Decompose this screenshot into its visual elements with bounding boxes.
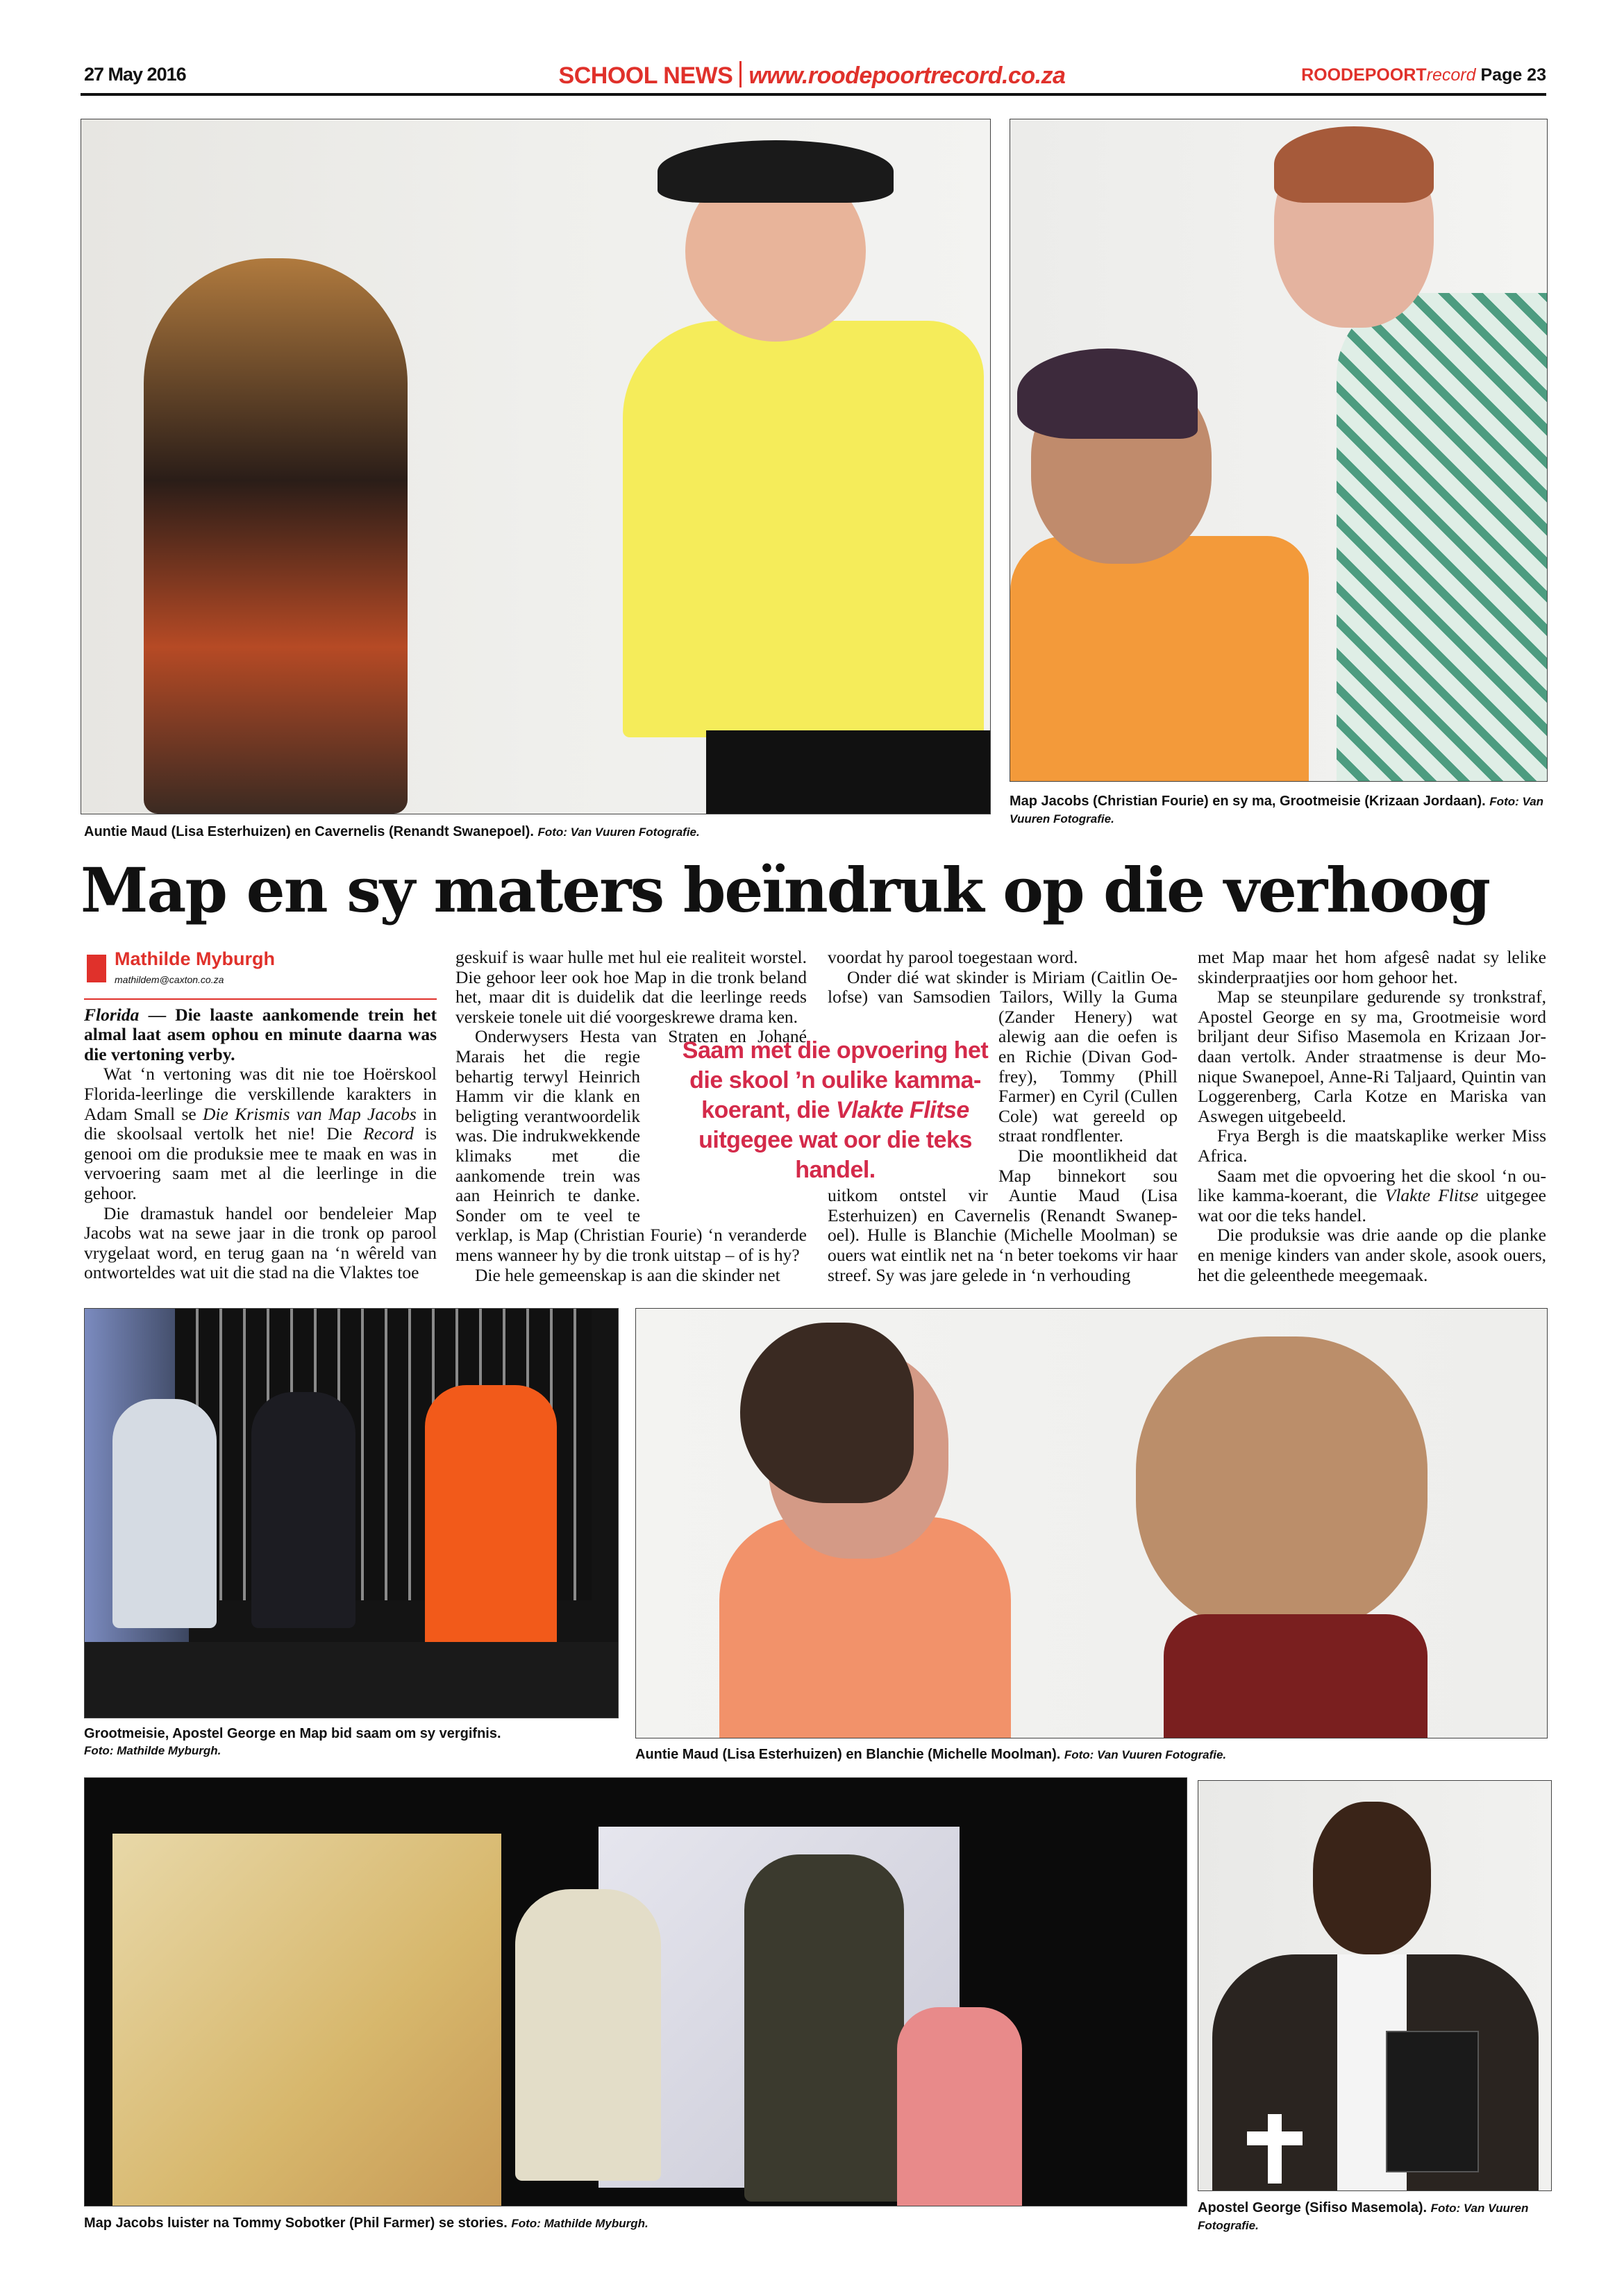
article-paragraph: [1198, 1126, 1546, 1166]
photo-apostel-george: [1198, 1780, 1552, 2191]
article-paragraph: [84, 1204, 437, 1283]
paragraph-text: in die skoolsaal vertolk het nie! Die: [84, 1103, 437, 1144]
article-paragraph: [455, 1266, 807, 1286]
article-paragraph: [84, 1005, 437, 1065]
paragraph-text: Vlakte Flitse: [1384, 1185, 1479, 1206]
paragraph-text: — Die laaste aankomende trein het almal laat asem ophou en minute daarna was die vertoning verby.: [84, 1004, 437, 1064]
article-paragraph: [455, 948, 807, 1027]
pull-quote-italic: Vlakte Flitse: [835, 1097, 969, 1123]
brand-name: ROODEPOORT: [1301, 65, 1427, 85]
brand-record: record: [1426, 65, 1476, 85]
paragraph-text: geskuif is waar hulle met hul eie realiteit worstel. Die gehoor leer ook hoe Map in die tronk beland het, maar dit is duidelik dat die leerlinge reeds verskeie tonele uit dié voorgeskrewe drama ken.: [455, 947, 807, 1027]
photo-credit: Foto: Van Vuuren Fotografie.: [537, 826, 700, 839]
paragraph-text: Map se steunpilare gedurende sy tronkstraf, Apostel George en sy ma, Grootmeisie word briljant deur Sifiso Masemola en Krizaan Jordaan vertolk. Ander straatmense is deur Monique Swanepoel, Anne-Ri Taljaard, Quintin van Loggerenberg, Carla Kotze en Mariska van Aswegen uitgebeeld.: [1198, 987, 1546, 1126]
paragraph-text: Die moontlikheid dat Map binnekort sou uitkom ontstel vir Auntie Maud (Lisa Esterhuizen) en Cavernelis (Renandt Swanepoel). Hulle is Blanchie (Michelle Moolman) se ouers wat eintlik net na ‘n beter toekoms vir haar streef. Sy was jare gelede in ‘n verhouding: [828, 1145, 1178, 1285]
photo-credit: Foto: Mathilde Myburgh.: [84, 1744, 221, 1757]
byline: [84, 948, 437, 1000]
article-paragraph: [1198, 948, 1546, 987]
section-name: SCHOOL NEWS: [558, 62, 733, 89]
caption-text: Map Jacobs luister na Tommy Sobotker (Phil Farmer) se stories.: [84, 2215, 508, 2231]
paragraph-text: voordat hy parool toegestaan word.: [828, 947, 1078, 967]
paragraph-text: Saam met die opvoering het die skool ‘n oulike kamma-koerant, die: [1198, 1165, 1546, 1206]
paragraph-text: Die Krismis van Map Jacobs: [203, 1103, 417, 1124]
photo-auntie-maud-cavernelis: [81, 119, 991, 814]
paragraph-text: uitgegee wat oor die teks handel.: [1198, 1185, 1546, 1225]
author-email[interactable]: mathildem@caxton.co.za: [115, 974, 224, 985]
paragraph-text: is genooi om die produksie mee te maak en was in vervoering saam met al die leerlinge in die gehoor.: [84, 1123, 437, 1203]
photo-credit: Foto: Van Vuuren Fotografie.: [1198, 2202, 1529, 2232]
caption-text: Auntie Maud (Lisa Esterhuizen) en Blanchie (Michelle Moolman).: [635, 1747, 1061, 1762]
caption-text: Map Jacobs (Christian Fourie) en sy ma, Grootmeisie (Krizaan Jordaan).: [1010, 794, 1486, 809]
author-name: Mathilde Myburgh: [115, 948, 275, 969]
paragraph-text: Frya Bergh is die maatskaplike werker Miss Africa.: [1198, 1125, 1546, 1166]
photo-caption: [84, 1725, 626, 1759]
pull-quote-text: Saam met die opvoering het die skool ’n oulike kamma-koerant, die: [682, 1037, 989, 1123]
article-headline: Map en sy maters beïndruk op die verhoog: [81, 854, 1490, 926]
article-column-4: [1198, 948, 1546, 1285]
paragraph-text: Die dramastuk handel oor bendeleier Map Jacobs wat na sewe jaar in die tronk op parool vrygelaat word, en terug gaan na ‘n wêreld van ontworteldes wat uit die stad na die Vlaktes toe: [84, 1203, 437, 1283]
paragraph-text: Wat ‘n vertoning was dit nie toe Hoërskool Florida-leerlinge die verskillende karakters in Adam Small se: [84, 1064, 437, 1124]
photo-map-tommy-stage: [84, 1777, 1187, 2206]
article-paragraph: [1198, 1166, 1546, 1226]
photo-caption: [84, 823, 700, 841]
photo-caption: [1010, 793, 1546, 828]
caption-text: Grootmeisie, Apostel George en Map bid saam om sy vergifnis.: [84, 1726, 501, 1741]
photo-caption: [84, 2215, 648, 2232]
page-header: [1301, 65, 1546, 85]
byline-marker: [87, 955, 106, 982]
article-paragraph: [1198, 987, 1546, 1126]
website-link[interactable]: www.roodepoortrecord.co.za: [748, 62, 1066, 89]
paragraph-text: Florida: [84, 1004, 140, 1025]
article-paragraph: [1198, 1225, 1546, 1285]
article-paragraph: [84, 1064, 437, 1203]
photo-caption: [1198, 2199, 1550, 2234]
paragraph-text: Onder dié wat skinder is Miriam (Caitlin Oelofse) van Samsodien Tailors, Willy la Guma (Zander Henery) wat alewig aan die oefen is en Richie (Divan Godfrey), Tommy (Phill Farmer) en Cyril (Cullen Cole) wat gereeld op straat rondflenter.: [828, 966, 1178, 1146]
paragraph-text: met Map maar het hom afgesê nadat sy lelike skinderpraatjies oor hom gehoor het.: [1198, 947, 1546, 987]
paragraph-text: Onderwysers Hesta van Straten en Johané Marais het die regie behartig terwyl Heinrich Hamm vir die klank en beligting verantwoordelik was. Die indrukwekkende klimaks met die aankomende trein was aan Heinrich te danke. Sonder om te veel te verklap, is Map (Christian Fourie) ‘n veranderde mens wanneer hy by die tronk uitstap – of is hy?: [455, 1026, 807, 1265]
photo-map-jacobs-grootmeisie: [1010, 119, 1548, 782]
photo-credit: Foto: Van Vuuren Fotografie.: [1010, 795, 1544, 826]
divider: [739, 61, 742, 87]
photo-auntie-maud-blanchie: [635, 1308, 1548, 1738]
article-column-1: [84, 948, 437, 1283]
caption-text: Apostel George (Sifiso Masemola).: [1198, 2200, 1428, 2215]
photo-credit: Foto: Van Vuuren Fotografie.: [1064, 1748, 1227, 1761]
photo-caption: [635, 1746, 1226, 1763]
header-rule: [81, 93, 1546, 96]
pull-quote: [672, 1036, 998, 1185]
pull-quote-text: uitgegee wat oor die teks handel.: [698, 1127, 972, 1183]
issue-date: 27 May 2016: [84, 64, 186, 85]
article-paragraph: [828, 948, 1178, 968]
paragraph-text: Record: [363, 1123, 414, 1144]
paragraph-text: Die produksie was drie aande op die planke en menige kinders van ander skole, asook ouers, het die geleenthede meegemaak.: [1198, 1225, 1546, 1285]
photo-prayer-scene: [84, 1308, 619, 1718]
photo-credit: Foto: Mathilde Myburgh.: [511, 2217, 648, 2230]
caption-text: Auntie Maud (Lisa Esterhuizen) en Cavernelis (Renandt Swanepoel).: [84, 824, 534, 839]
paragraph-text: Die hele gemeenskap is aan die skinder net: [475, 1264, 780, 1285]
page-number: Page 23: [1480, 65, 1546, 85]
